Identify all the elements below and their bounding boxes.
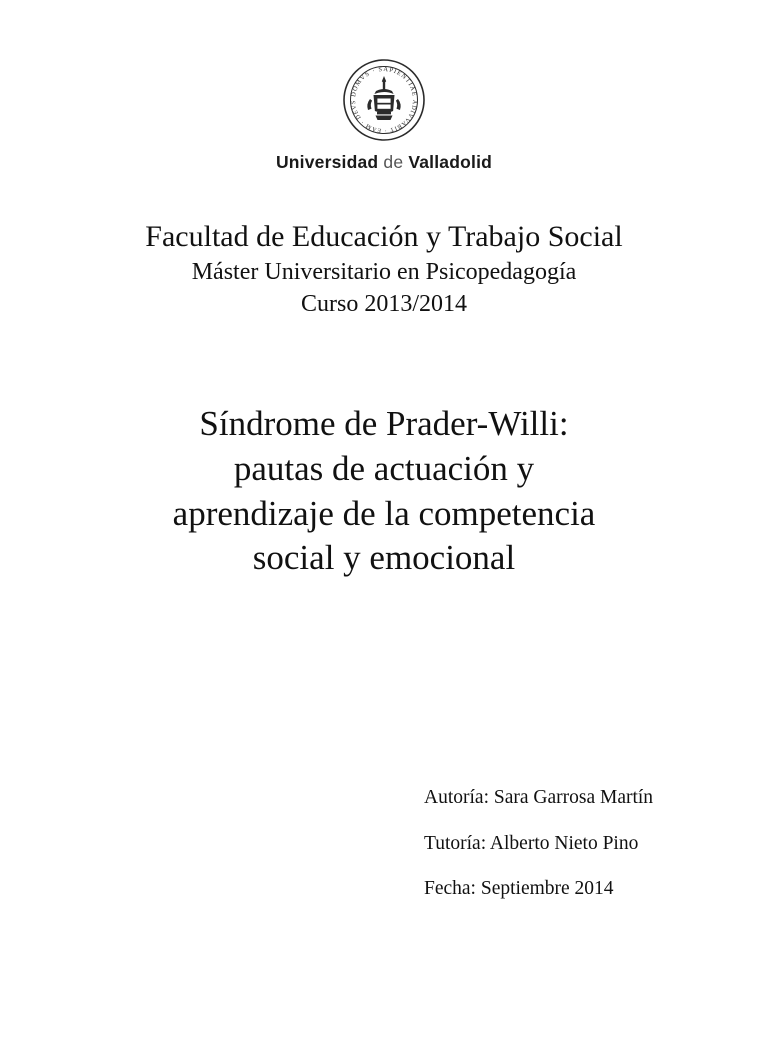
program-name: Máster Universitario en Psicopedagogía — [191, 259, 577, 286]
author-line: Autoría: Sara Garrosa Martín — [424, 787, 654, 808]
document-title — [0, 402, 768, 581]
wordmark-valladolid: Valladolid — [408, 152, 493, 172]
faculty-heading — [0, 219, 768, 318]
svg-text:ADIVVABIT · EAM · DEVS: ADIVVABIT · EAM · DEVS — [350, 99, 418, 134]
svg-text:DOMVS · SAPIENTIAE: DOMVS · SAPIENTIAE — [350, 65, 418, 98]
university-wordmark — [276, 152, 492, 173]
tutor-line: Tutoría: Alberto Nieto Pino — [424, 832, 639, 854]
wordmark-universidad: Universidad — [275, 152, 379, 172]
title-line-1: Síndrome de Prader-Willi: — [199, 404, 569, 444]
faculty-name: Facultad de Educación y Trabajo Social — [145, 220, 623, 253]
document-metadata — [424, 788, 653, 899]
title-line-3: aprendizaje de la competencia — [172, 493, 596, 533]
wordmark-de: de — [383, 152, 404, 172]
institution-logo-block — [0, 58, 768, 173]
academic-year: Curso 2013/2014 — [300, 290, 467, 317]
document-page — [0, 58, 768, 1052]
university-crest-icon — [332, 58, 436, 142]
title-line-4: social y emocional — [252, 538, 516, 578]
date-line: Fecha: Septiembre 2014 — [424, 878, 614, 899]
title-line-2: pautas de actuación y — [233, 448, 535, 488]
